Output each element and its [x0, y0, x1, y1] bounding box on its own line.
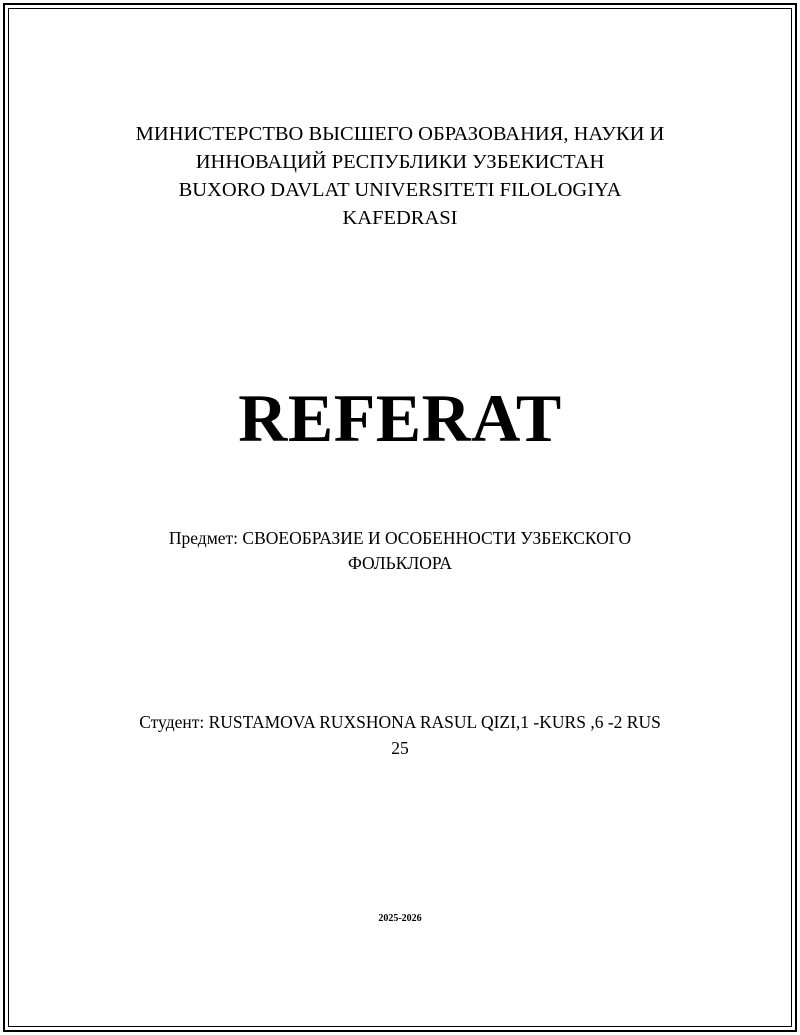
header-line: ИННОВАЦИЙ РЕСПУБЛИКИ УЗБЕКИСТАН: [195, 151, 605, 173]
academic-years: 2025-2026: [378, 913, 422, 924]
header-line: KAFEDRASI: [342, 207, 458, 229]
subject-line: ФОЛЬКЛОРА: [347, 553, 453, 573]
header-line: BUXORO DAVLAT UNIVERSITETI FILOLOGIYA: [178, 179, 622, 201]
student-block: [0, 709, 800, 761]
document-title: REFERAT: [238, 380, 562, 456]
student-line: Студент: RUSTAMOVA RUXSHONA RASUL QIZI,1 -KURS ,6 -2 RUS: [139, 712, 661, 732]
subject-line: Предмет: СВОЕОБРАЗИЕ И ОСОБЕННОСТИ УЗБЕКСКОГО: [168, 528, 632, 548]
institution-header: [0, 120, 800, 232]
subject-block: [0, 526, 800, 576]
student-line: 25: [391, 738, 409, 758]
header-line: МИНИСТЕРСТВО ВЫСШЕГО ОБРАЗОВАНИЯ, НАУКИ И: [135, 123, 665, 145]
